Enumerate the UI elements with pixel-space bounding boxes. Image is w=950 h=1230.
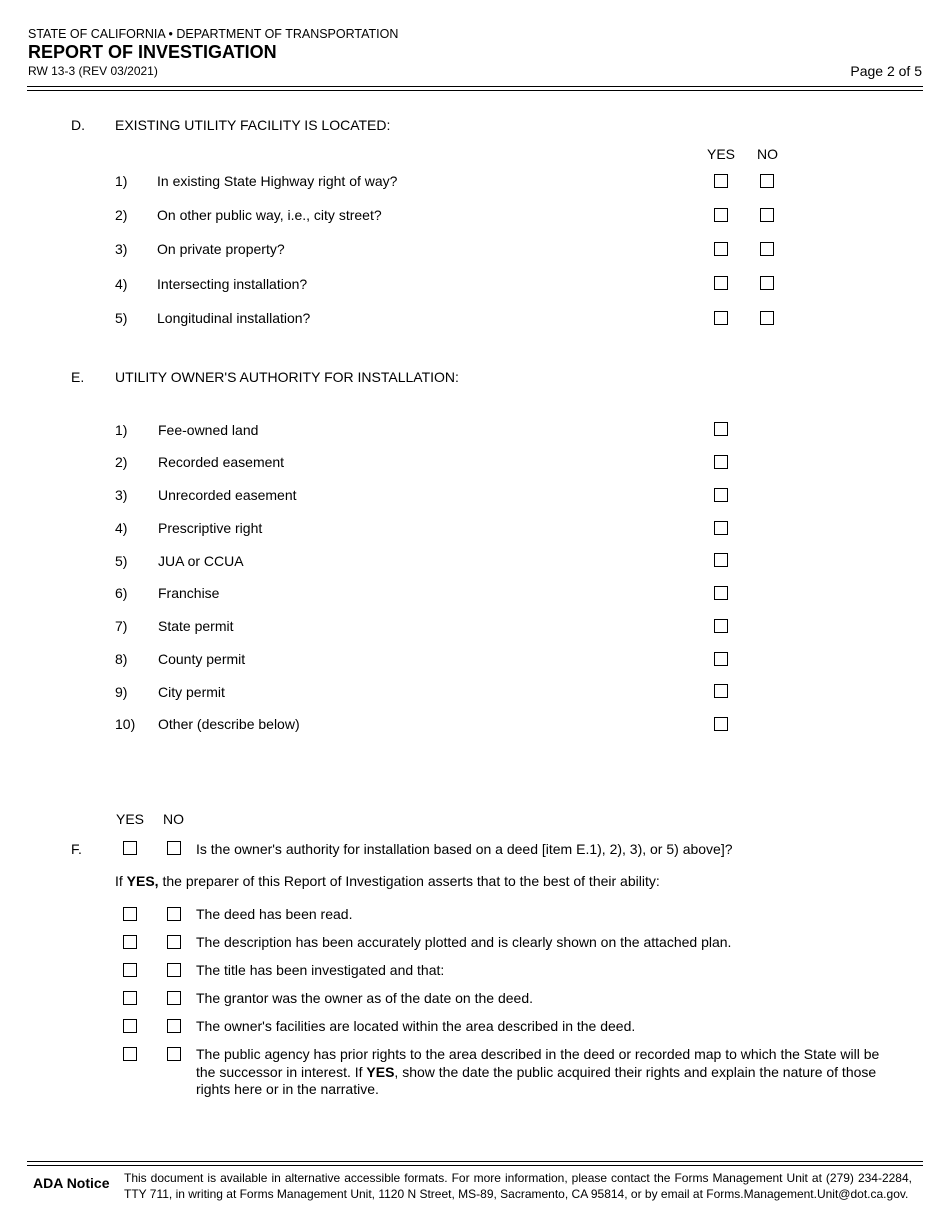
- form-agency: STATE OF CALIFORNIA • DEPARTMENT OF TRANSPORTATION: [28, 27, 399, 41]
- item-label: Prescriptive right: [158, 520, 263, 536]
- item-label: Other (describe below): [158, 716, 300, 732]
- item-label: In existing State Highway right of way?: [157, 173, 398, 189]
- page-number: Page 2 of 5: [850, 63, 922, 79]
- item-number: 7): [115, 618, 128, 634]
- item-number: 3): [115, 241, 128, 257]
- assertion-5-no-checkbox[interactable]: [167, 1019, 181, 1033]
- item-number: 10): [115, 716, 136, 732]
- header-divider-bottom: [27, 90, 923, 91]
- d4-yes-checkbox[interactable]: [714, 276, 728, 290]
- ada-notice-label: ADA Notice: [33, 1175, 110, 1191]
- footer-divider-top: [27, 1161, 923, 1162]
- item-number: 6): [115, 585, 128, 601]
- section-e-letter: E.: [71, 369, 85, 385]
- assertion-6-no-checkbox[interactable]: [167, 1047, 181, 1061]
- assertion-text: The deed has been read.: [196, 906, 353, 922]
- item-number: 4): [115, 276, 128, 292]
- assertion-1-yes-checkbox[interactable]: [123, 907, 137, 921]
- assertion-1-no-checkbox[interactable]: [167, 907, 181, 921]
- assertion-3-no-checkbox[interactable]: [167, 963, 181, 977]
- if-prefix: If: [115, 873, 127, 889]
- assertion-text: The owner's facilities are located within the area described in the deed.: [196, 1018, 636, 1034]
- assertion-4-yes-checkbox[interactable]: [123, 991, 137, 1005]
- section-d-yes-header: YES: [707, 146, 736, 162]
- assertion-6-bold: YES: [366, 1063, 395, 1080]
- d5-no-checkbox[interactable]: [760, 311, 774, 325]
- f-deed-yes-checkbox[interactable]: [123, 841, 137, 855]
- footer-divider-bottom: [27, 1165, 923, 1166]
- e5-checkbox[interactable]: [714, 553, 728, 567]
- assertion-6-yes-checkbox[interactable]: [123, 1047, 137, 1061]
- e8-checkbox[interactable]: [714, 652, 728, 666]
- section-e-heading: UTILITY OWNER'S AUTHORITY FOR INSTALLATION:: [115, 369, 459, 385]
- assertion-6-pre: The public agency has prior rights to the area described in the deed or recorded map to which the State will be the successor in interest. If: [196, 1046, 880, 1080]
- item-label: On private property?: [157, 241, 285, 257]
- item-number: 1): [115, 173, 128, 189]
- item-label: Longitudinal installation?: [157, 310, 311, 326]
- if-rest: the preparer of this Report of Investigation asserts that to the best of their ability:: [158, 873, 660, 889]
- e4-checkbox[interactable]: [714, 521, 728, 535]
- item-number: 4): [115, 520, 128, 536]
- section-d-no-header: NO: [757, 146, 778, 162]
- item-label: State permit: [158, 618, 234, 634]
- assertion-3-yes-checkbox[interactable]: [123, 963, 137, 977]
- assertion-4-no-checkbox[interactable]: [167, 991, 181, 1005]
- item-number: 3): [115, 487, 128, 503]
- d4-no-checkbox[interactable]: [760, 276, 774, 290]
- section-f-question: Is the owner's authority for installation based on a deed [item E.1), 2), 3), or 5) above]?: [196, 841, 733, 857]
- item-number: 2): [115, 454, 128, 470]
- d1-yes-checkbox[interactable]: [714, 174, 728, 188]
- d3-no-checkbox[interactable]: [760, 242, 774, 256]
- section-d-heading: EXISTING UTILITY FACILITY IS LOCATED:: [115, 117, 391, 133]
- item-number: 9): [115, 684, 128, 700]
- item-number: 5): [115, 310, 128, 326]
- header-divider-top: [27, 86, 923, 87]
- f-deed-no-checkbox[interactable]: [167, 841, 181, 855]
- assertion-5-yes-checkbox[interactable]: [123, 1019, 137, 1033]
- item-label: On other public way, i.e., city street?: [157, 207, 382, 223]
- d5-yes-checkbox[interactable]: [714, 311, 728, 325]
- assertion-text: The description has been accurately plotted and is clearly shown on the attached plan.: [196, 934, 732, 950]
- section-f-no-header: NO: [163, 811, 184, 827]
- section-d-letter: D.: [71, 117, 85, 133]
- item-number: 5): [115, 553, 128, 569]
- assertion-text: The grantor was the owner as of the date on the deed.: [196, 990, 533, 1006]
- item-label: Franchise: [158, 585, 220, 601]
- e3-checkbox[interactable]: [714, 488, 728, 502]
- e6-checkbox[interactable]: [714, 586, 728, 600]
- d1-no-checkbox[interactable]: [760, 174, 774, 188]
- item-label: JUA or CCUA: [158, 553, 244, 569]
- item-number: 2): [115, 207, 128, 223]
- assertion-2-yes-checkbox[interactable]: [123, 935, 137, 949]
- d2-no-checkbox[interactable]: [760, 208, 774, 222]
- e7-checkbox[interactable]: [714, 619, 728, 633]
- if-yes-bold: YES,: [126, 873, 159, 889]
- section-f-if-yes-statement: [115, 873, 660, 889]
- item-label: City permit: [158, 684, 225, 700]
- assertion-text: The title has been investigated and that:: [196, 962, 445, 978]
- item-label: Unrecorded easement: [158, 487, 297, 503]
- section-f-letter: F.: [71, 841, 82, 857]
- e9-checkbox[interactable]: [714, 684, 728, 698]
- form-title: REPORT OF INVESTIGATION: [28, 42, 277, 62]
- form-number: RW 13-3 (REV 03/2021): [28, 64, 158, 78]
- assertion-text: [196, 1046, 896, 1099]
- d3-yes-checkbox[interactable]: [714, 242, 728, 256]
- item-label: County permit: [158, 651, 246, 667]
- e10-checkbox[interactable]: [714, 717, 728, 731]
- item-label: Fee-owned land: [158, 422, 259, 438]
- item-number: 8): [115, 651, 128, 667]
- d2-yes-checkbox[interactable]: [714, 208, 728, 222]
- item-number: 1): [115, 422, 128, 438]
- e1-checkbox[interactable]: [714, 422, 728, 436]
- item-label: Intersecting installation?: [157, 276, 308, 292]
- section-f-yes-header: YES: [116, 811, 145, 827]
- assertion-6-post: , show the date the public acquired their rights and explain the nature of those rights here or in the narrative.: [196, 1063, 877, 1097]
- e2-checkbox[interactable]: [714, 455, 728, 469]
- item-label: Recorded easement: [158, 454, 285, 470]
- ada-notice-text: This document is available in alternative accessible formats. For more information, please contact the Forms Management Unit at (279) 234-2284, TTY 711, in writing at Forms Management Unit, 1120 N Street, MS-89, Sacramento, CA 95814, or by email at Forms.Management.Unit@dot.ca.gov.: [124, 1171, 912, 1201]
- assertion-2-no-checkbox[interactable]: [167, 935, 181, 949]
